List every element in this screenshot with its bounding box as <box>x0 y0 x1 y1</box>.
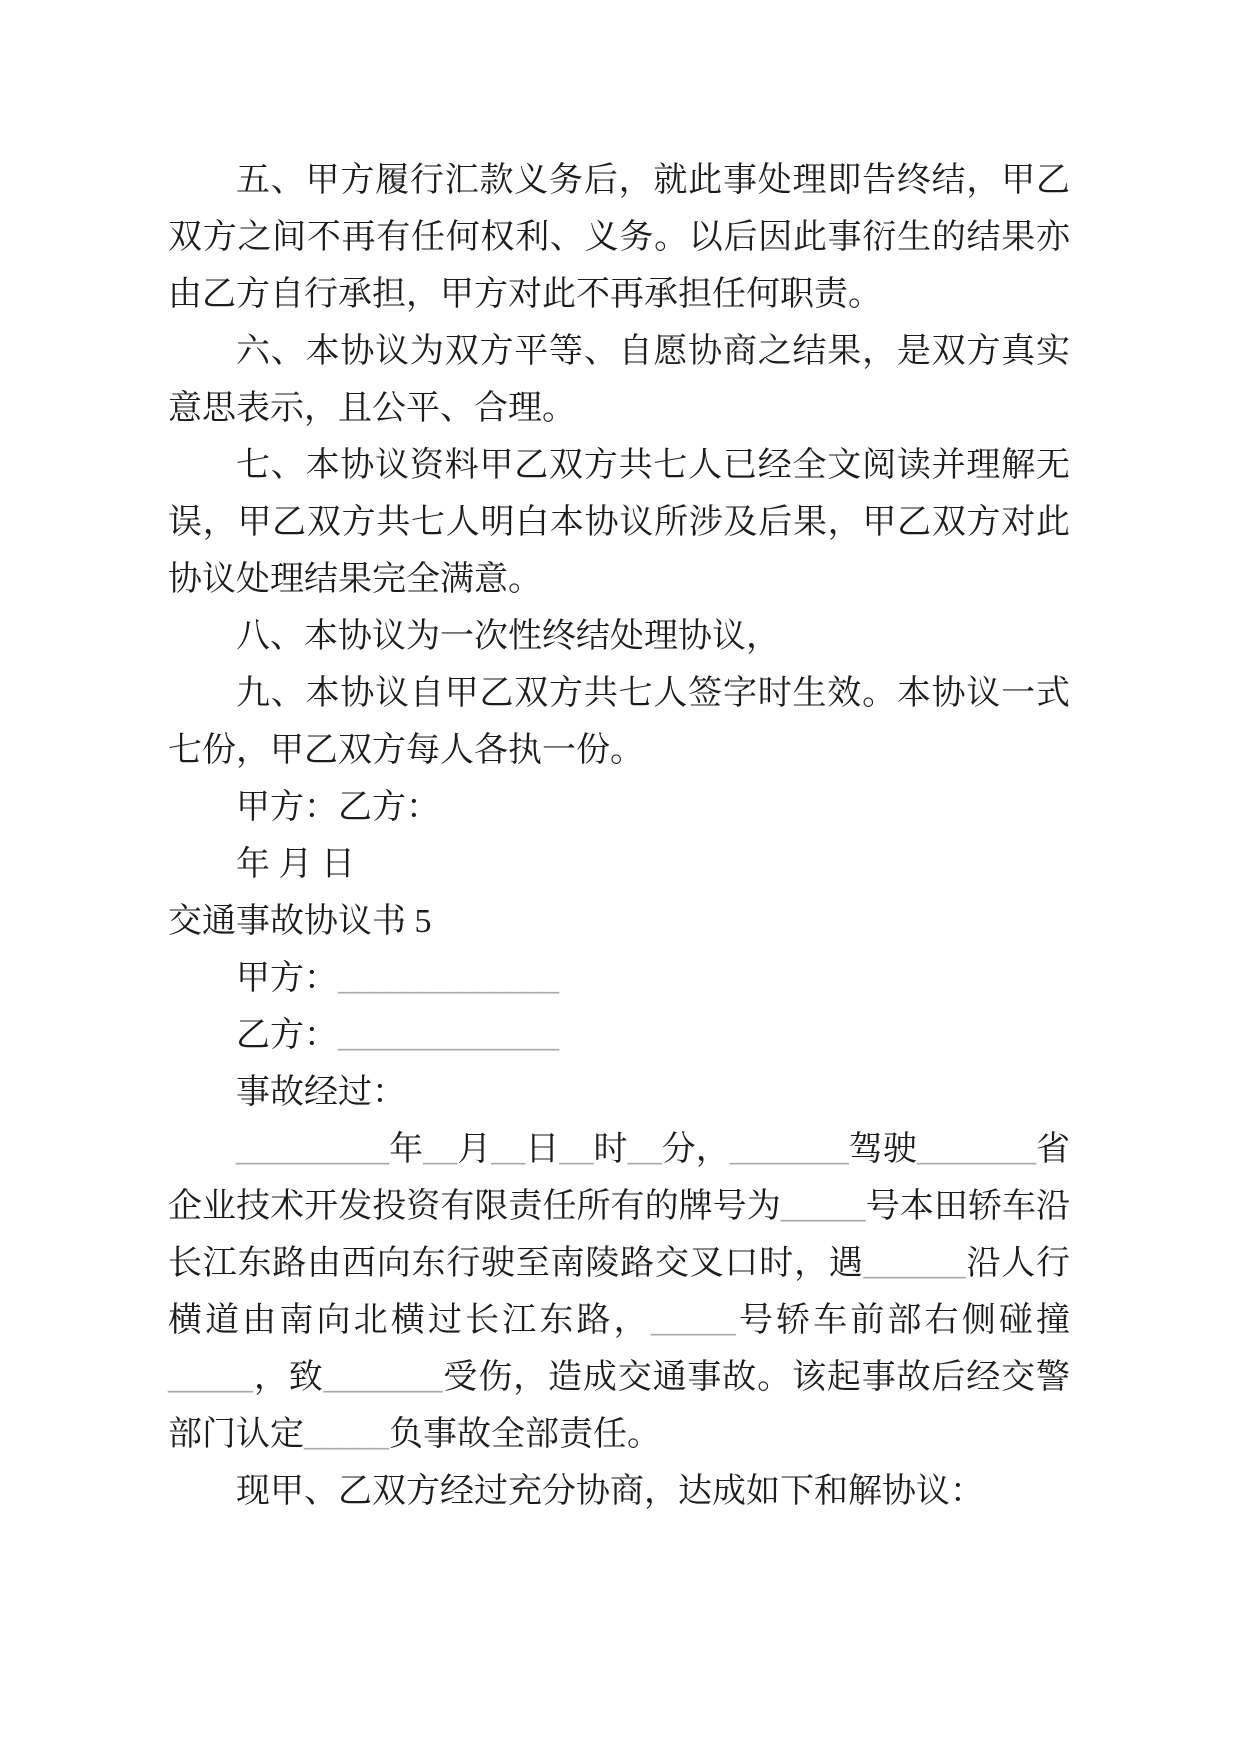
blank-field: __ <box>491 1131 526 1168</box>
blank-field: _______ <box>323 1359 443 1396</box>
blank-field: _____ <box>304 1416 389 1453</box>
text-run: 号轿车前部右侧碰撞 <box>735 1302 1071 1339</box>
text-run: 八、本协议为一次性终结处理协议， <box>236 618 780 655</box>
blank-field: _______ <box>916 1131 1036 1168</box>
text-run: 年 <box>389 1131 424 1168</box>
document-body <box>168 152 1070 1520</box>
text-run: ，致 <box>253 1359 324 1396</box>
text-run: 乙方： <box>236 1017 338 1054</box>
text-run: 日 <box>525 1131 560 1168</box>
date-line <box>168 836 1070 893</box>
accident-description <box>168 1121 1070 1463</box>
blank-field: _________ <box>236 1131 389 1168</box>
text-run: 九、本协议自甲乙双方共七人签字时生效。本协议一式七份，甲乙双方每人各执一份。 <box>168 675 1070 769</box>
clause-5 <box>168 152 1070 323</box>
text-run: 省企业技术开发投资有限责任所有的牌号为 <box>168 1131 1071 1225</box>
text-run: 号本田轿车沿长江东路由西向东行驶至南陵路交叉口时，遇 <box>168 1188 1070 1282</box>
text-run: 时 <box>593 1131 628 1168</box>
blank-field: _____________ <box>338 960 559 997</box>
text-run: 负事故全部责任。 <box>389 1416 661 1453</box>
clause-6 <box>168 323 1070 437</box>
text-run: 月 <box>457 1131 492 1168</box>
text-run: 交通事故协议书 5 <box>168 903 432 940</box>
clause-9 <box>168 665 1070 779</box>
blank-field: ______ <box>863 1245 966 1282</box>
section-heading <box>168 893 1070 950</box>
text-run: 分， <box>661 1131 730 1168</box>
text-run: 驾驶 <box>848 1131 917 1168</box>
blank-field: __ <box>559 1131 594 1168</box>
text-run: 沿人行横道由南向北横过长江东路， <box>168 1245 1071 1339</box>
text-run: 事故经过： <box>236 1074 406 1111</box>
text-run: 六、本协议为双方平等、自愿协商之结果，是双方真实意思表示，且公平、合理。 <box>168 333 1070 427</box>
signature-line <box>168 779 1070 836</box>
text-run: 甲方： <box>236 960 338 997</box>
clause-8 <box>168 608 1070 665</box>
blank-field: _______ <box>729 1131 849 1168</box>
text-run: 五、甲方履行汇款义务后，就此事处理即告终结，甲乙双方之间不再有任何权利、义务。以后因此事衍生的结果亦由乙方自行承担，甲方对此不再承担任何职责。 <box>168 162 1070 313</box>
closing-line <box>168 1463 1070 1520</box>
blank-field: _____________ <box>338 1017 559 1054</box>
text-run: 受伤，造成交通事故。该起事故后经交警部门认定 <box>168 1359 1071 1453</box>
blank-field: _____ <box>168 1359 253 1396</box>
text-run: 七、本协议资料甲乙双方共七人已经全文阅读并理解无误，甲乙双方共七人明白本协议所涉及后果，甲乙双方对此协议处理结果完全满意。 <box>168 447 1070 598</box>
text-run: 年 月 日 <box>236 846 355 883</box>
party-a-line <box>168 950 1070 1007</box>
blank-field: __ <box>423 1131 458 1168</box>
clause-7 <box>168 437 1070 608</box>
blank-field: _____ <box>650 1302 736 1339</box>
party-b-line <box>168 1007 1070 1064</box>
text-run: 现甲、乙双方经过充分协商，达成如下和解协议： <box>236 1473 984 1510</box>
blank-field: __ <box>627 1131 662 1168</box>
text-run: 甲方：乙方： <box>236 789 440 826</box>
blank-field: _____ <box>780 1188 866 1225</box>
accident-summary-label <box>168 1064 1070 1121</box>
